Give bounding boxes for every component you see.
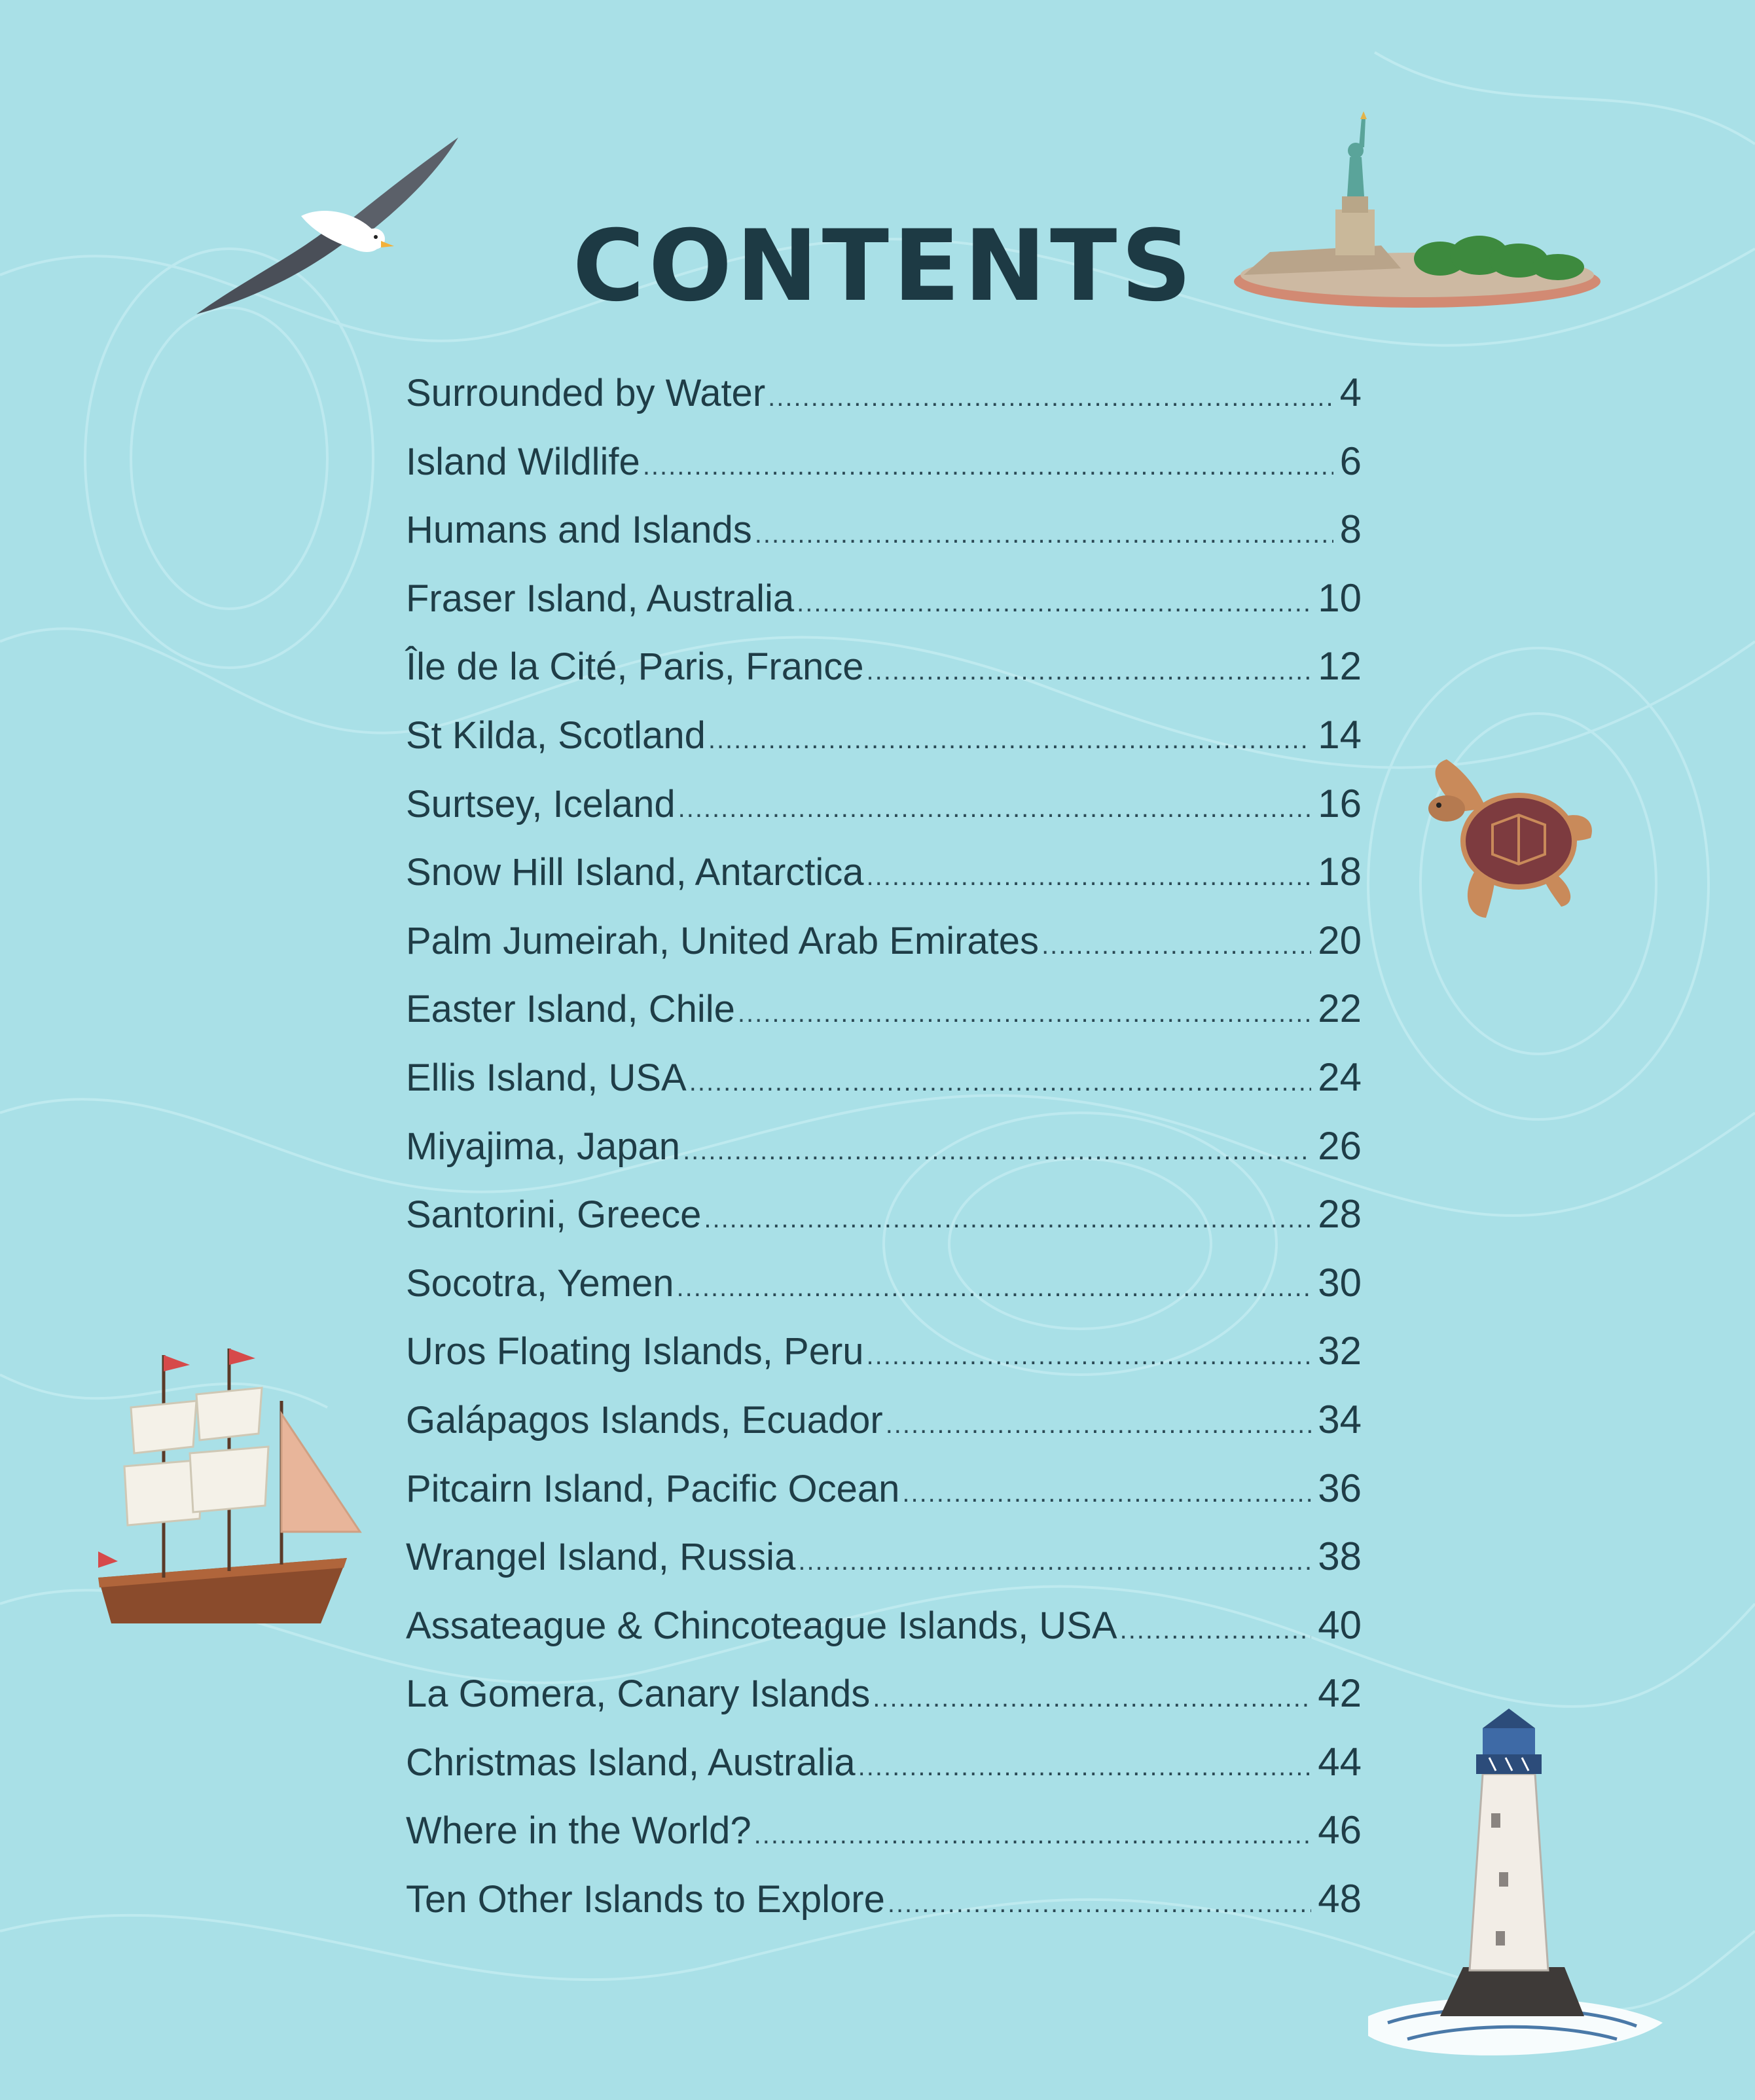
entry-title: Christmas Island, Australia — [406, 1741, 856, 1784]
page-number: 40 — [1318, 1602, 1362, 1647]
toc-entry — [406, 575, 1362, 644]
dot-leader — [754, 1820, 1312, 1850]
toc-entry — [406, 1807, 1362, 1876]
toc-entry — [406, 1260, 1362, 1329]
dot-leader — [755, 520, 1333, 549]
toc-entry — [406, 439, 1362, 507]
page-number: 36 — [1318, 1466, 1362, 1510]
dot-leader — [797, 588, 1311, 618]
dot-leader — [683, 1136, 1311, 1166]
entry-title: Socotra, Yemen — [406, 1261, 674, 1305]
toc-entry — [406, 1466, 1362, 1534]
dot-leader — [1041, 931, 1311, 960]
sailing-ship-icon — [85, 1335, 373, 1637]
page-number: 4 — [1339, 371, 1362, 414]
entry-title: St Kilda, Scotland — [406, 714, 706, 757]
dot-leader — [768, 383, 1333, 412]
page-number: 26 — [1318, 1123, 1362, 1168]
dot-leader — [873, 1684, 1311, 1713]
toc-entry — [406, 1123, 1362, 1192]
page-number: 28 — [1318, 1192, 1362, 1237]
entry-title: Santorini, Greece — [406, 1193, 702, 1237]
page-number: 16 — [1318, 781, 1362, 825]
dot-leader — [704, 1204, 1311, 1234]
page-number: 42 — [1318, 1671, 1362, 1716]
toc-entry — [406, 370, 1362, 439]
entry-title: La Gomera, Canary Islands — [406, 1673, 871, 1716]
page-number: 34 — [1318, 1397, 1362, 1441]
table-of-contents — [406, 370, 1362, 1945]
page-number: 48 — [1318, 1877, 1362, 1921]
page-number: 6 — [1339, 439, 1362, 483]
entry-title: Surtsey, Iceland — [406, 782, 676, 825]
page-number: 32 — [1318, 1329, 1362, 1373]
entry-title: Miyajima, Japan — [406, 1125, 681, 1168]
entry-title: Pitcairn Island, Pacific Ocean — [406, 1467, 900, 1510]
dot-leader — [1120, 1616, 1312, 1645]
page-number: 46 — [1318, 1808, 1362, 1853]
page-number: 14 — [1318, 712, 1362, 757]
entry-title: Uros Floating Islands, Peru — [406, 1330, 864, 1373]
entry-title: Where in the World? — [406, 1809, 751, 1853]
toc-entry — [406, 849, 1362, 918]
entry-title: Ten Other Islands to Explore — [406, 1878, 885, 1921]
dot-leader — [643, 452, 1333, 481]
entry-title: Island Wildlife — [406, 440, 640, 483]
toc-entry — [406, 986, 1362, 1055]
page-title: CONTENTS — [572, 209, 1196, 323]
toc-entry — [406, 712, 1362, 781]
page-number: 44 — [1318, 1739, 1362, 1784]
entry-title: Humans and Islands — [406, 509, 752, 552]
toc-entry — [406, 1328, 1362, 1397]
dot-leader — [798, 1547, 1311, 1576]
toc-entry — [406, 1055, 1362, 1123]
toc-entry — [406, 781, 1362, 850]
page-number: 30 — [1318, 1260, 1362, 1305]
dot-leader — [678, 794, 1312, 824]
entry-title: Galápagos Islands, Ecuador — [406, 1398, 883, 1441]
toc-entry — [406, 1602, 1362, 1671]
dot-leader — [708, 725, 1311, 755]
dot-leader — [902, 1479, 1311, 1508]
dot-leader — [888, 1889, 1311, 1919]
page-number: 24 — [1318, 1055, 1362, 1099]
entry-title: Ellis Island, USA — [406, 1056, 687, 1099]
entry-title: Snow Hill Island, Antarctica — [406, 851, 864, 894]
entry-title: Île de la Cité, Paris, France — [406, 645, 864, 689]
page-number: 12 — [1318, 644, 1362, 689]
dot-leader — [689, 1068, 1312, 1097]
toc-entry — [406, 1876, 1362, 1945]
toc-entry — [406, 507, 1362, 575]
toc-entry — [406, 1397, 1362, 1466]
sea-turtle-icon — [1420, 746, 1604, 923]
toc-entry — [406, 1191, 1362, 1260]
page-number: 8 — [1339, 507, 1362, 552]
page-number: 38 — [1318, 1534, 1362, 1579]
entry-title: Easter Island, Chile — [406, 988, 735, 1031]
dot-leader — [867, 1341, 1312, 1371]
toc-entry — [406, 1671, 1362, 1739]
page-number: 20 — [1318, 918, 1362, 962]
page-number: 18 — [1318, 850, 1362, 894]
page-number: 22 — [1318, 987, 1362, 1031]
dot-leader — [677, 1273, 1312, 1303]
entry-title: Fraser Island, Australia — [406, 577, 795, 620]
entry-title: Palm Jumeirah, United Arab Emirates — [406, 919, 1040, 962]
entry-title: Wrangel Island, Russia — [406, 1536, 796, 1579]
toc-entry — [406, 1534, 1362, 1602]
dot-leader — [867, 657, 1312, 686]
dot-leader — [738, 999, 1311, 1028]
entry-title: Surrounded by Water — [406, 372, 766, 414]
toc-entry — [406, 643, 1362, 712]
lighthouse-icon — [1348, 1709, 1676, 2075]
dot-leader — [886, 1410, 1312, 1439]
entry-title: Assateague & Chincoteague Islands, USA — [406, 1604, 1117, 1647]
dot-leader — [867, 862, 1312, 892]
dot-leader — [858, 1752, 1312, 1782]
toc-entry — [406, 1739, 1362, 1808]
page-number: 10 — [1318, 575, 1362, 620]
toc-entry — [406, 918, 1362, 987]
